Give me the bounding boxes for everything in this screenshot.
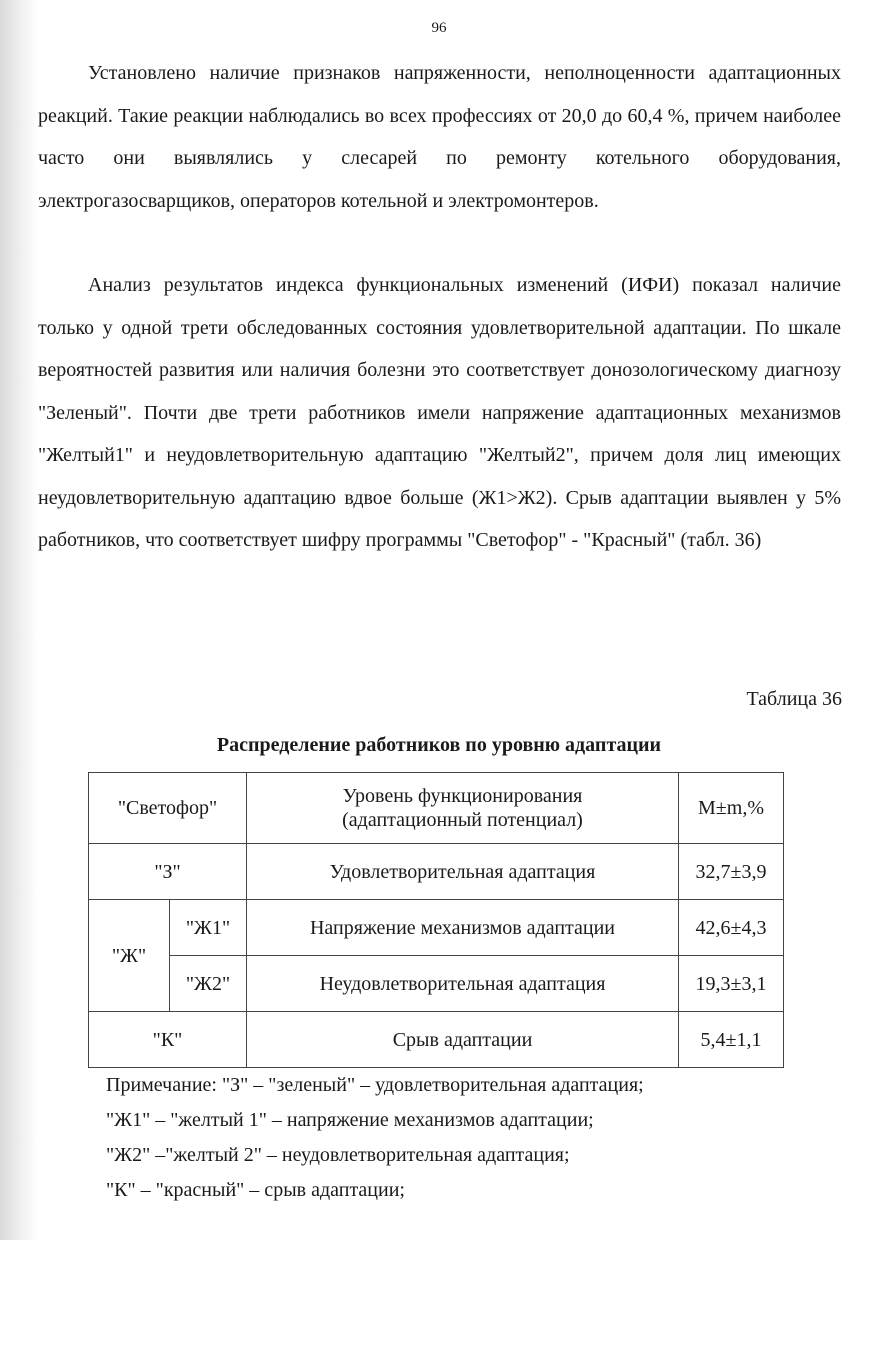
table-notes — [106, 1068, 644, 1208]
cell-value-k: 5,4±1,1 — [679, 1012, 784, 1068]
header-level-line2: (адаптационный потенциал) — [342, 809, 583, 831]
cell-value-zh2: 19,3±3,1 — [679, 956, 784, 1012]
table-header-row — [89, 773, 784, 844]
scan-edge-shadow — [0, 0, 38, 1240]
header-level — [247, 773, 679, 844]
paragraph-1-text: Установлено наличие признаков напряженности, неполноценности адаптационных реакций. Такие реакции наблюдались во всех профессиях от 20,0 до 60,4 %, причем наиболее часто они выявлялись у слесарей по ремонту котельного оборудования, электрогазосварщиков, операторов котельной и электромонтеров. — [38, 62, 841, 212]
cell-level-zh1: Напряжение механизмов адаптации — [247, 900, 679, 956]
cell-level-zh2: Неудовлетворительная адаптация — [247, 956, 679, 1012]
cell-code-k: "К" — [89, 1012, 247, 1068]
cell-code-z: "З" — [89, 844, 247, 900]
cell-value-z: 32,7±3,9 — [679, 844, 784, 900]
cell-value-zh1: 42,6±4,3 — [679, 900, 784, 956]
table-row-k — [89, 1012, 784, 1068]
table-row-zh1 — [89, 900, 784, 956]
cell-level-k: Срыв адаптации — [247, 1012, 679, 1068]
cell-level-z: Удовлетворительная адаптация — [247, 844, 679, 900]
note-line: "Ж1" – "желтый 1" – напряжение механизмов адаптации; — [106, 1109, 594, 1131]
page-number: 96 — [431, 20, 447, 36]
note-line: "Ж2" –"желтый 2" – неудовлетворительная адаптация; — [106, 1144, 570, 1166]
adaptation-table — [88, 772, 784, 1068]
table-row-zh2 — [89, 956, 784, 1012]
paragraph-2-text: Анализ результатов индекса функциональных изменений (ИФИ) показал наличие только у одной трети обследованных состояния удовлетворительной адаптации. По шкале вероятностей развития или наличия болезни это соответствует донозологическому диагнозу "Зеленый". Почти две трети работников имели напряжение адаптационных механизмов "Желтый1" и неудовлетворительную адаптацию "Желтый2", причем доля лиц имеющих неудовлетворительную адаптацию вдвое больше (Ж1>Ж2). Срыв адаптации выявлен у 5% работников, что соответствует шифру программы "Светофор" - "Красный" (табл. 36) — [38, 274, 841, 551]
table-title: Распределение работников по уровню адаптации — [216, 734, 662, 756]
cell-group-zh: "Ж" — [89, 900, 170, 1012]
cell-code-zh1: "Ж1" — [170, 900, 247, 956]
note-line: "К" – "красный" – срыв адаптации; — [106, 1179, 405, 1201]
table-number: Таблица 36 — [746, 688, 842, 710]
note-line: Примечание: "З" – "зеленый" – удовлетворительная адаптация; — [106, 1074, 644, 1096]
header-value: M±m,% — [679, 773, 784, 844]
table-row-z — [89, 844, 784, 900]
paragraph-2 — [38, 264, 841, 562]
cell-code-zh2: "Ж2" — [170, 956, 247, 1012]
header-svetofor: "Светофор" — [89, 773, 247, 844]
paragraph-1 — [38, 52, 841, 222]
header-level-line1: Уровень функционирования — [342, 785, 583, 807]
